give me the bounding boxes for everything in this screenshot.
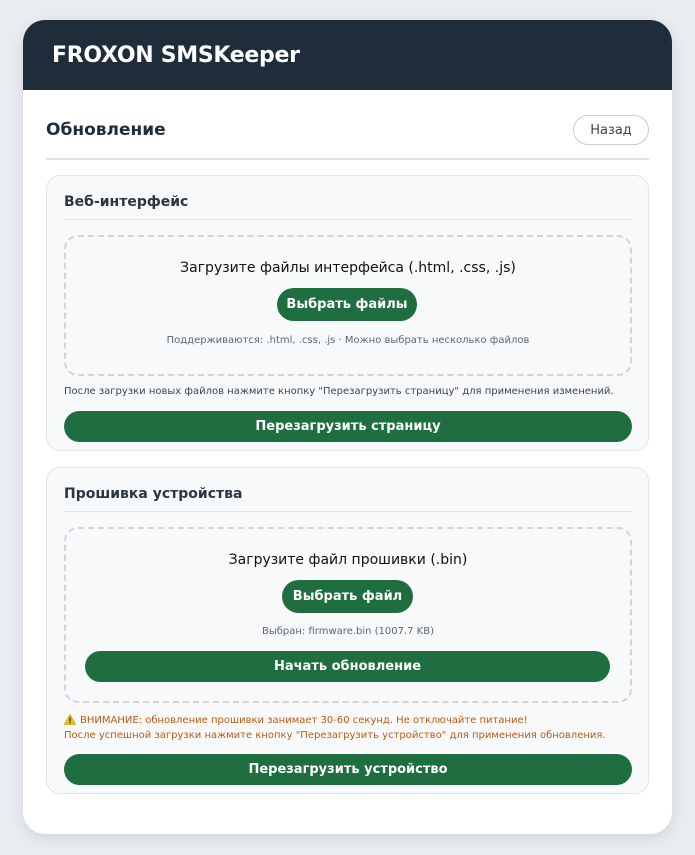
reboot-device-button[interactable]: Перезагрузить устройство (64, 754, 632, 785)
web-drop-text: Загрузите файлы интерфейса (.html, .css, .js) (180, 260, 516, 276)
firmware-warning-text: ВНИМАНИЕ: обновление прошивки занимает 30-60 секунд. Не отключайте питание! (80, 715, 528, 726)
firmware-section (46, 467, 649, 794)
start-update-button[interactable]: Начать обновление (85, 651, 610, 682)
app-title: FROXON SMSKeeper (52, 42, 300, 68)
firmware-reboot-note: После успешной загрузки нажмите кнопку "Перезагрузить устройство" для применения обновления. (64, 730, 606, 741)
app-header (23, 20, 672, 90)
back-button[interactable]: Назад (573, 115, 649, 145)
reload-page-button[interactable]: Перезагрузить страницу (64, 411, 632, 442)
page-header (46, 114, 649, 160)
main-card (23, 20, 672, 834)
firmware-drop-text: Загрузите файл прошивки (.bin) (228, 552, 468, 568)
selected-file-info: Выбран: firmware.bin (1007.7 KB) (261, 626, 435, 637)
web-interface-section (46, 175, 649, 451)
section-title-web: Веб-интерфейс (64, 194, 632, 220)
select-file-button[interactable]: Выбрать файл (282, 580, 413, 613)
web-supported-hint: Поддерживаются: .html, .css, .js · Можно выбрать несколько файлов (166, 335, 530, 346)
page-title: Обновление (46, 120, 166, 140)
web-dropzone[interactable] (64, 235, 632, 376)
select-files-button[interactable]: Выбрать файлы (277, 288, 417, 321)
section-title-firmware: Прошивка устройства (64, 486, 632, 512)
web-reload-note: После загрузки новых файлов нажмите кнопку "Перезагрузить страницу" для применения изменений. (64, 386, 614, 397)
firmware-dropzone[interactable] (64, 527, 632, 703)
